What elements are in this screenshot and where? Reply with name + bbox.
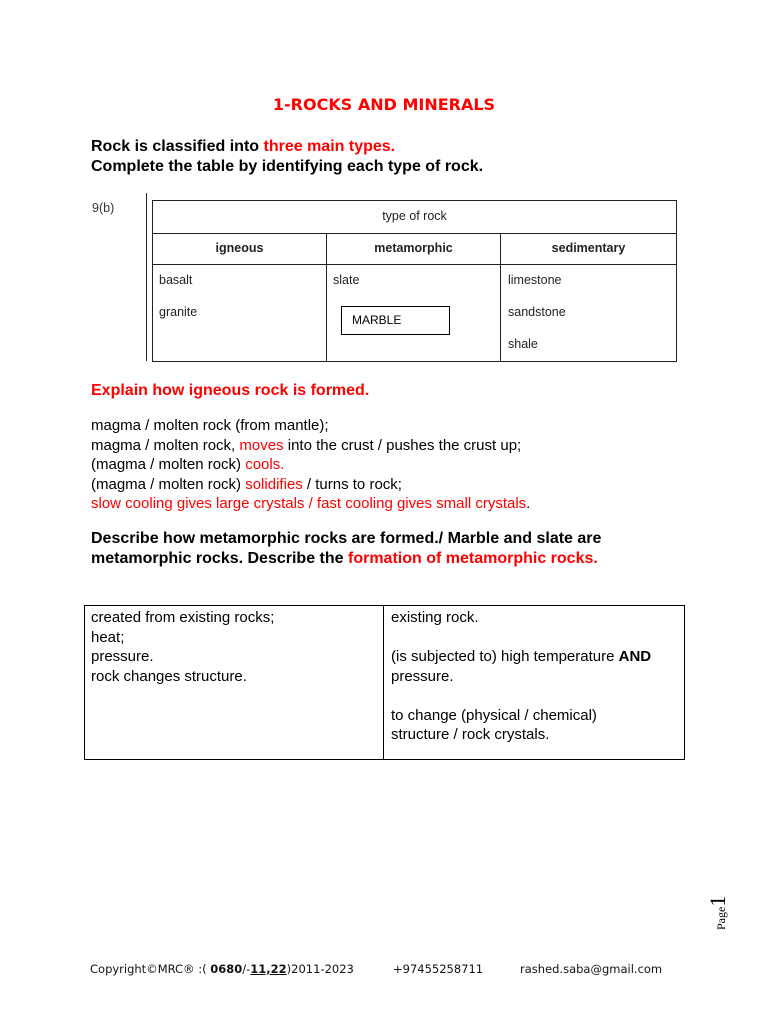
answer-line	[391, 647, 651, 667]
rock-shale: shale	[508, 337, 538, 351]
intro-text: Rock is classified into	[91, 138, 264, 155]
page-number-label	[705, 880, 755, 930]
answer-line	[91, 455, 530, 475]
answer-left-column	[91, 608, 274, 686]
copyright-text: /-	[242, 962, 251, 976]
answer-text: into the crust / pushes the crust up;	[283, 436, 522, 454]
page-title: 1-ROCKS AND MINERALS	[272, 95, 496, 114]
page-word: Page	[714, 906, 728, 930]
rock-basalt: basalt	[159, 273, 193, 287]
footer-copyright	[90, 962, 354, 976]
answer-text: magma / molten rock,	[91, 436, 240, 454]
intro-highlight: three main types.	[263, 138, 396, 155]
answer-right-column	[391, 608, 651, 745]
answer-line: to change (physical / chemical)	[391, 706, 597, 724]
igneous-answer	[91, 416, 530, 514]
table-divider	[153, 264, 676, 265]
copyright-years: )2011-2023	[286, 962, 354, 976]
answer-emphasis: AND	[618, 648, 652, 665]
rock-sandstone: sandstone	[508, 305, 566, 319]
footer-phone: +97455258711	[393, 962, 484, 976]
heading-line	[91, 549, 691, 569]
rock-limestone: limestone	[508, 273, 562, 287]
answer-highlight: slow cooling gives large crystals / fast cooling gives small crystals	[91, 495, 527, 512]
header-igneous: igneous	[215, 241, 264, 255]
answer-line: existing rock.	[391, 609, 479, 626]
copyright-text: Copyright©MRC® :(	[90, 962, 211, 976]
answer-highlight: cools.	[245, 456, 285, 473]
answer-line	[91, 436, 530, 456]
answer-line: pressure.	[91, 648, 154, 665]
answer-line: structure / rock crystals.	[391, 726, 550, 743]
header-metamorphic: metamorphic	[374, 241, 453, 255]
question-ref: 9(b)	[92, 201, 115, 215]
answer-line: rock changes structure.	[91, 667, 247, 685]
rock-granite: granite	[159, 305, 198, 319]
margin-line	[146, 193, 147, 361]
answer-line: pressure.	[391, 667, 454, 685]
rock-slate: slate	[333, 273, 360, 287]
answer-line: magma / molten rock (from mantle);	[91, 417, 329, 434]
copyright-papers: 11,22	[250, 962, 287, 976]
table-column-divider	[383, 606, 384, 759]
table-caption: type of rock	[382, 209, 447, 223]
copyright-code: 0680	[210, 962, 243, 976]
answer-highlight: moves	[239, 436, 284, 454]
heading-line: Describe how metamorphic rocks are formed./ Marble and slate are	[91, 530, 602, 547]
answer-text: .	[526, 495, 531, 512]
metamorphic-answer-table	[84, 605, 685, 760]
answer-text: / turns to rock;	[302, 475, 402, 493]
answer-box-marble: MARBLE	[341, 306, 450, 335]
header-sedimentary: sedimentary	[551, 241, 626, 255]
answer-line	[91, 494, 530, 514]
answer-line	[91, 475, 530, 495]
answer-line: created from existing rocks;	[91, 609, 275, 626]
table-divider	[153, 233, 676, 234]
answer-highlight: solidifies	[245, 475, 303, 493]
intro-line-1	[91, 137, 395, 157]
answer-text: (magma / molten rock)	[91, 475, 246, 493]
rock-type-table	[152, 200, 677, 362]
igneous-heading: Explain how igneous rock is formed.	[91, 382, 370, 399]
answer-text: (is subjected to) high temperature	[391, 648, 619, 665]
answer-text: (magma / molten rock)	[91, 456, 246, 473]
heading-text: metamorphic rocks. Describe the	[91, 550, 348, 567]
page-number: 1	[705, 895, 730, 907]
footer-email: rashed.saba@gmail.com	[520, 962, 663, 976]
metamorphic-heading	[91, 529, 691, 569]
intro-line-2: Complete the table by identifying each type of rock.	[91, 158, 484, 175]
heading-highlight: formation of metamorphic rocks.	[347, 550, 598, 567]
answer-line: heat;	[91, 628, 125, 646]
